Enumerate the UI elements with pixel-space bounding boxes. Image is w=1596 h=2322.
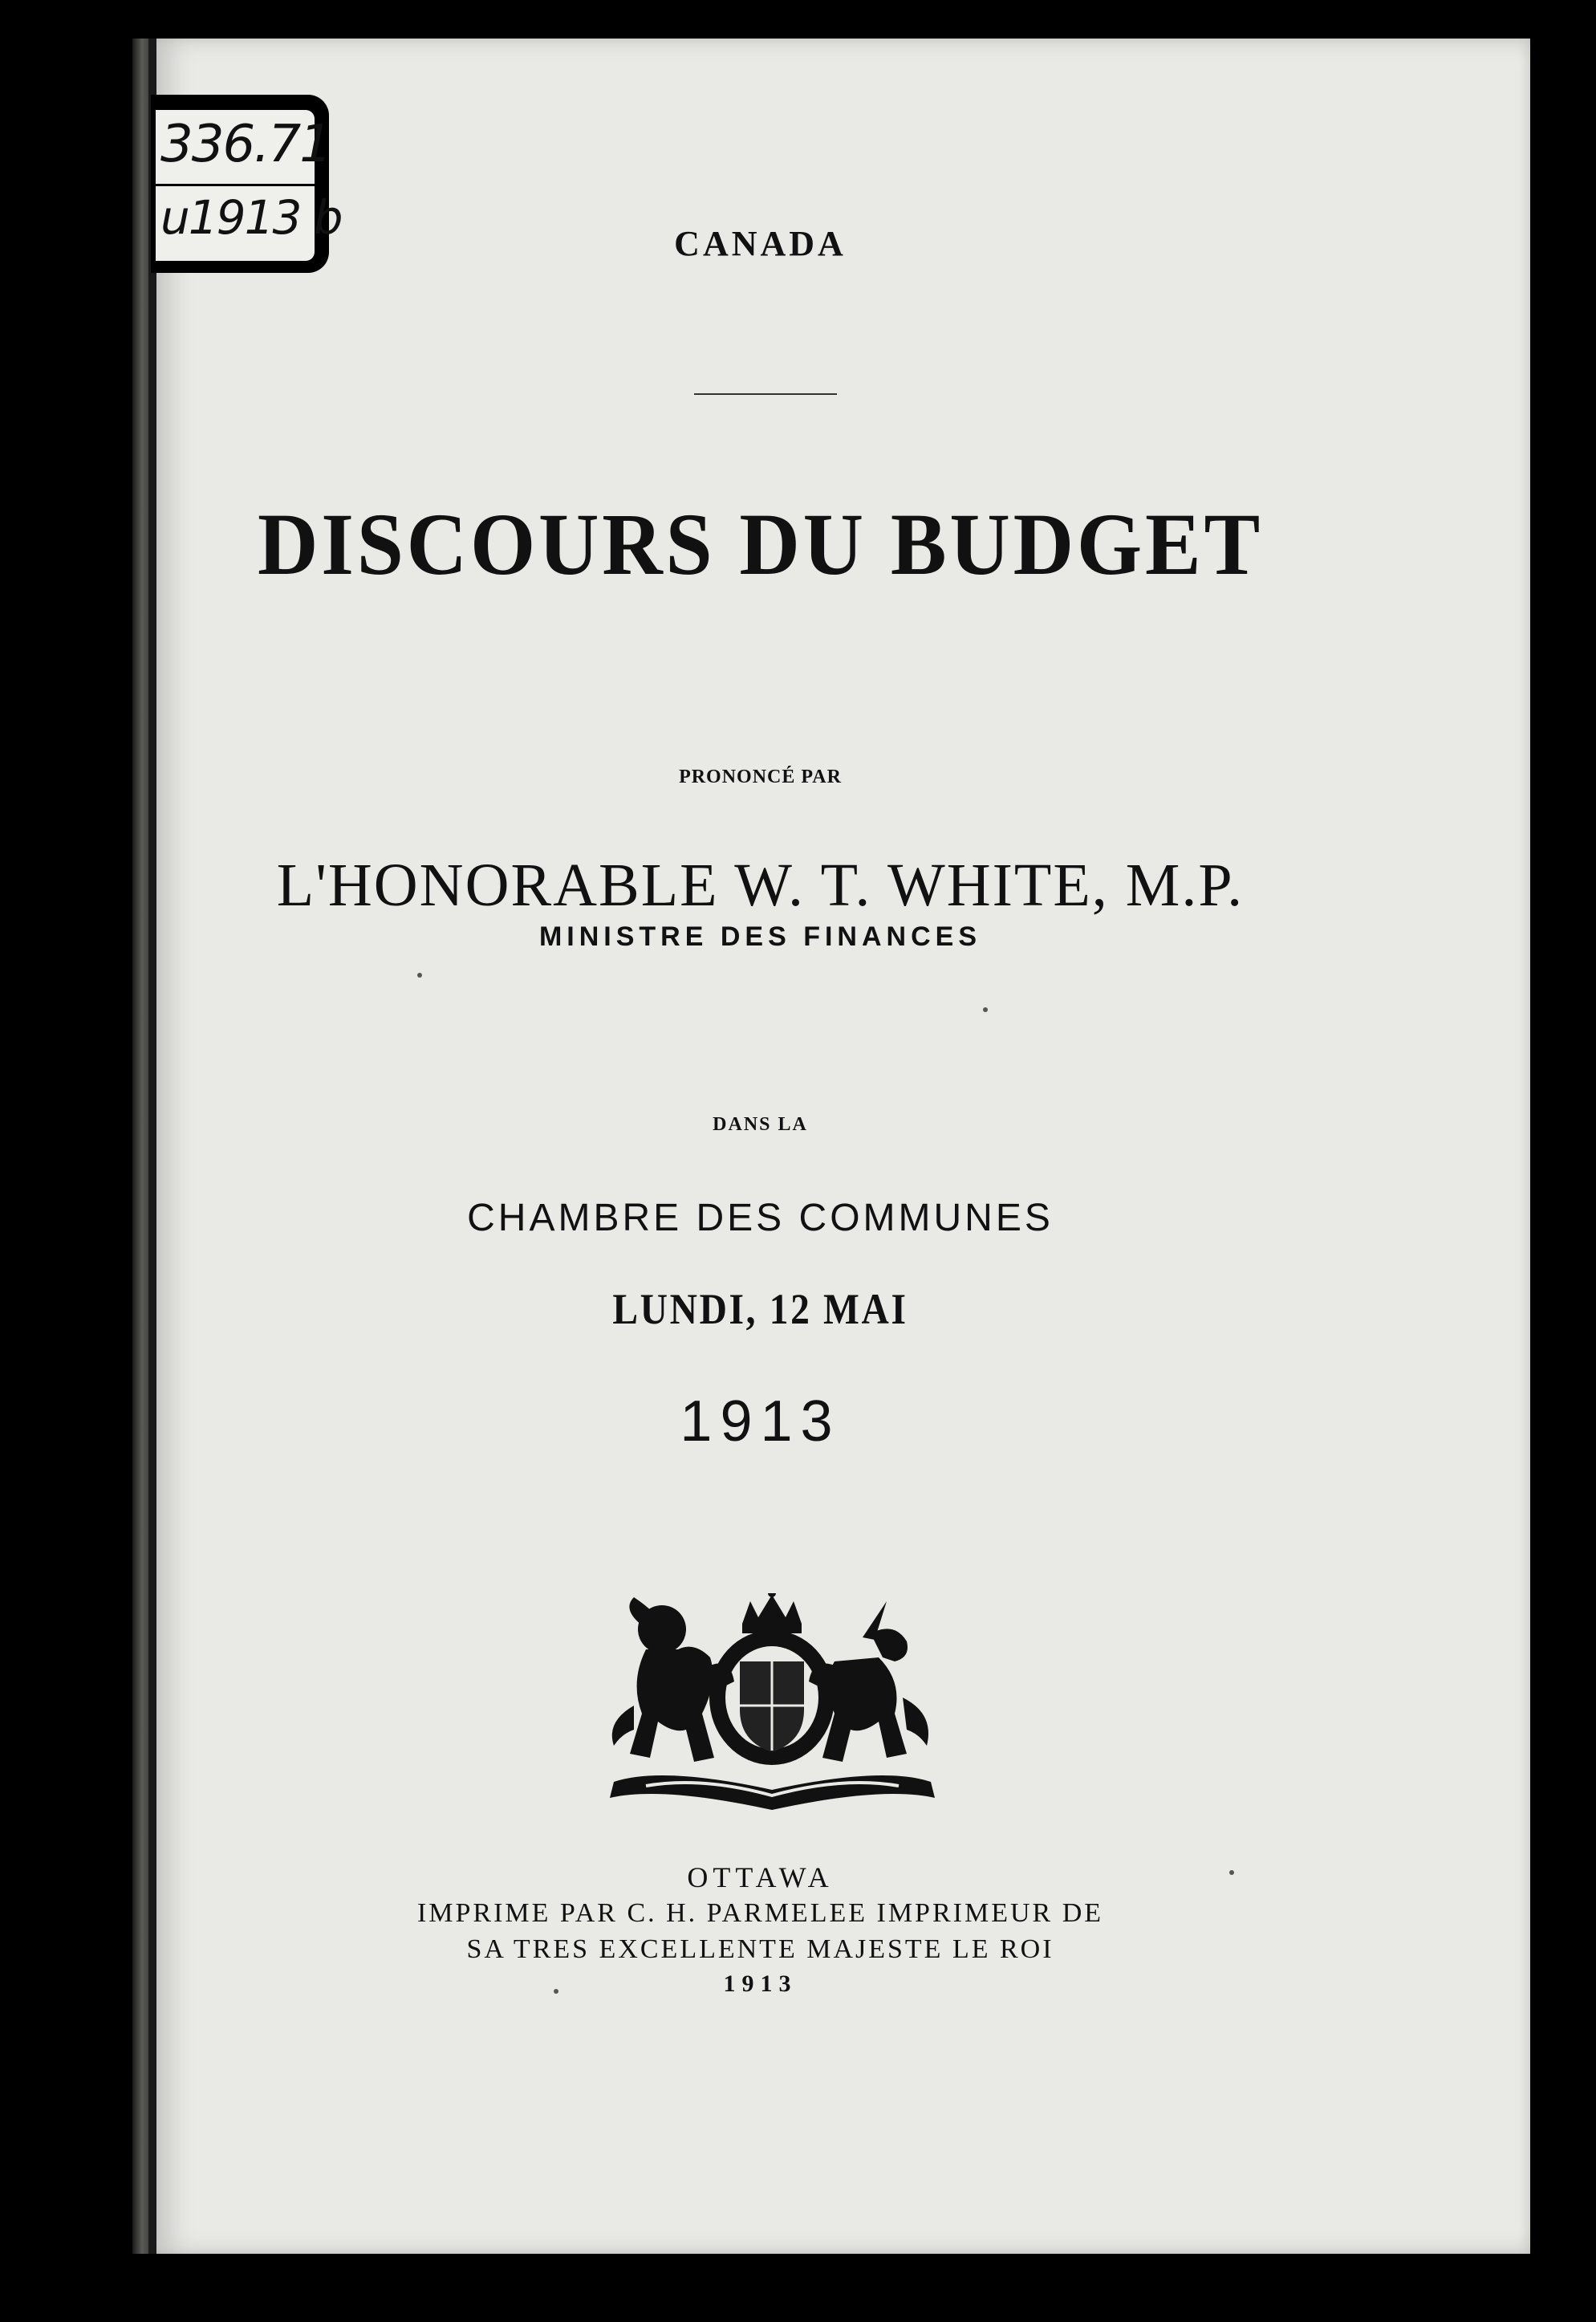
imprint-printer-line-2: SA TRES EXCELLENTE MAJESTE LE ROI (466, 1934, 1054, 1964)
call-number-line-1: 336.71 (160, 115, 331, 174)
heading-rule (694, 393, 837, 395)
call-number-divider (156, 184, 315, 186)
royal-coat-of-arms-icon (598, 1593, 947, 1814)
imprint-printer-line-1: IMPRIME PAR C. H. PARMELEE IMPRIMEUR DE (416, 1898, 1104, 1928)
speech-year: 1913 (680, 1389, 841, 1454)
in-the-label: DANS LA (713, 1114, 808, 1135)
call-number-line-2: u1913 b (160, 190, 342, 245)
scan-speck (983, 1007, 988, 1012)
scan-speck (417, 973, 422, 978)
scan-speck (554, 1989, 558, 1994)
imprint-city: OTTAWA (687, 1861, 834, 1893)
speaker-position: MINISTRE DES FINANCES (538, 921, 982, 952)
pronounced-by-label: PRONONCÉ PAR (679, 767, 842, 787)
document-title: DISCOURS DU BUDGET (258, 495, 1263, 593)
imprint-year: 1913 (723, 1970, 798, 1997)
speech-date: LUNDI, 12 MAI (612, 1285, 908, 1333)
country-heading: CANADA (674, 224, 847, 263)
chamber-name: CHAMBRE DES COMMUNES (467, 1197, 1054, 1239)
speaker-name: L'HONORABLE W. T. WHITE, M.P. (276, 852, 1245, 919)
scan-speck (1229, 1870, 1234, 1875)
